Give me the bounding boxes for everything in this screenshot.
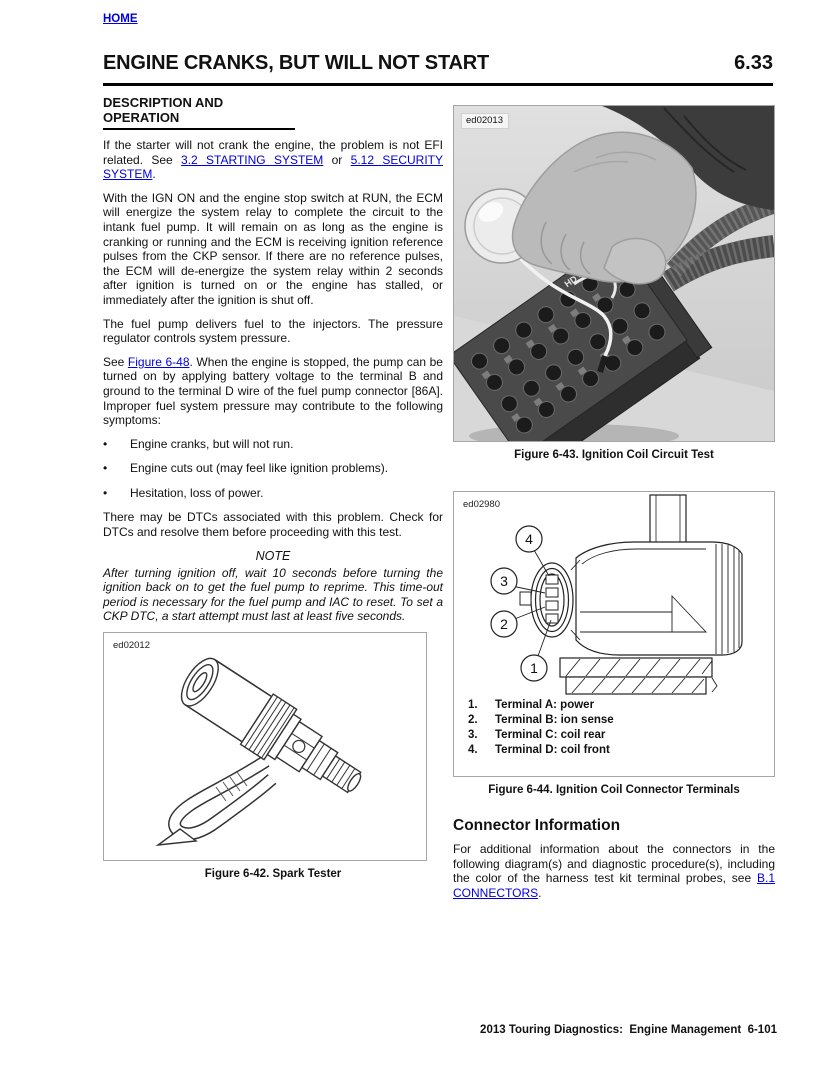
ignition-coil-test-photo [454,106,774,441]
coil-bracket [560,658,717,694]
left-column [103,95,443,880]
paragraph-text: See [103,354,128,369]
legend-text: Terminal D: coil front [495,744,610,756]
ignition-coil-diagram [454,492,774,696]
legend-text: Terminal C: coil rear [495,729,606,741]
legend-number: 4. [468,744,478,756]
b1-connectors-link[interactable]: B.1 CONNECTORS [453,871,775,900]
paragraph-dtcs: There may be DTCs associated with this problem. Check for DTCs and resolve them before proceeding with this test. [103,510,443,540]
bullet-icon: • [103,436,108,451]
figure-6-42-caption: Figure 6-42. Spark Tester [204,868,342,881]
figure-6-48-link[interactable]: Figure 6-48 [127,354,190,369]
coil-connector [520,560,580,640]
callout-number: 3 [500,573,508,589]
coil-body [576,542,742,655]
paragraph-fuel-pump: The fuel pump delivers fuel to the injectors. The pressure regulator controls system pressure. [103,316,443,346]
list-item [103,437,443,452]
callout-number: 2 [500,616,508,632]
figure-6-42-box [103,632,427,861]
list-item-text: Engine cranks, but will not run. [130,436,294,451]
list-item [103,461,443,476]
bullet-icon: • [103,461,108,476]
callout-number: 1 [530,660,538,676]
legend-text: Terminal B: ion sense [495,714,614,726]
figure-code: ed02012 [113,640,150,652]
callout-number: 4 [525,531,533,547]
list-item-text: Engine cuts out (may feel like ignition problems). [130,461,389,476]
legend-number: 1. [468,699,478,711]
paragraph-connector-info [453,842,775,900]
starting-system-link[interactable]: 3.2 STARTING SYSTEM [181,152,324,167]
terminal-legend [454,696,774,766]
figure-code: ed02013 [461,113,509,129]
connector-information-heading: Connector Information [453,817,621,834]
paragraph-text: or [323,152,351,167]
paragraph-ecm-relay: With the IGN ON and the engine stop switch at RUN, the ECM will energize the system relay to complete the circuit to the intank fuel pump. It will remain on as long as the engine is cranking or running and the ECM is receiving ignition reference pulses from the CKP sensor. If there are no reference pulses, the ECM will de-energize the system relay within 2 seconds after ignition is turned on or the engine has stalled, or immediately after the ignition is shut off. [103,190,443,307]
security-system-link[interactable]: 5.12 SECURITY SYSTEM [103,152,443,182]
legend-text: Terminal A: power [495,699,595,711]
legend-row [468,698,764,713]
paragraph-text: . When the engine is stopped, the pump can be turned on by applying battery voltage to the terminal B and ground to the terminal D wire of the fuel pump connector [86A]. Improper fuel system pressure may contribute to the following symptoms: [103,354,443,428]
legend-number: 2. [468,714,478,726]
figure-code: ed02980 [463,499,500,510]
page-footer: 2013 Touring Diagnostics: Engine Management 6-101 [480,1024,777,1036]
paragraph-text: If the starter will not crank the engine, the problem is not EFI related. See [103,138,443,167]
paragraph-text: For additional information about the connectors in the following diagram(s) and diagnostic procedure(s), including the color of the harness test kit terminal probes, see [453,842,775,886]
right-column [453,105,775,909]
spark-tester-clamp [158,761,272,845]
paragraph-text: . [538,885,542,900]
paragraph-pump-test [103,355,443,428]
figure-6-44-caption: Figure 6-44. Ignition Coil Connector Terminals [488,784,740,796]
page-title-bar [103,52,773,86]
figure-6-43-caption: Figure 6-43. Ignition Coil Circuit Test [514,449,714,461]
figure-6-44-box [453,491,775,777]
figure-6-43-box [453,105,775,442]
page-title: ENGINE CRANKS, BUT WILL NOT START [103,52,489,74]
legend-number: 3. [468,729,478,741]
legend-row [468,728,764,743]
list-item [103,486,443,501]
note-label: NOTE [255,548,291,563]
spark-tester-art [104,633,426,860]
home-link[interactable]: HOME [103,13,138,25]
note-text: After turning ignition off, wait 10 seconds before turning the ignition back on to get the fuel pump to reprime. This time-out period is necessary for the fuel pump and IAC to reset. To set a CKP DTC, a start attempt must last at least five seconds. [103,565,443,624]
paragraph-starter [103,138,443,182]
description-heading: DESCRIPTION AND OPERATION [103,95,295,130]
bullet-icon: • [103,485,108,500]
coil-tower [650,495,686,547]
paragraph-text: . [152,167,156,182]
section-number: 6.33 [734,52,773,74]
list-item-text: Hesitation, loss of power. [130,485,264,500]
legend-row [468,743,764,758]
legend-row [468,713,764,728]
symptom-list [103,437,443,501]
